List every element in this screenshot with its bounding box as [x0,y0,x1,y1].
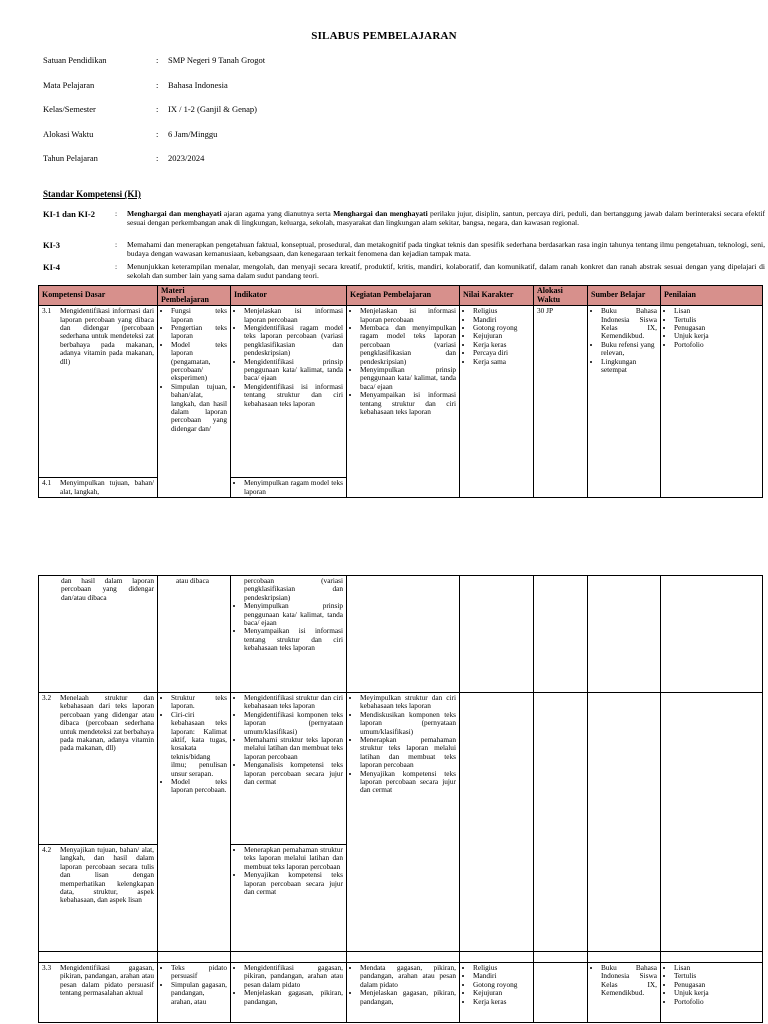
sumber-cell: • Buku Bahasa Indonesia Siswa Kelas IX, Kemendikbud. [588,963,661,1023]
penilaian-cell [661,693,763,952]
nilai-cell: • Religius • Mandiri • Gotong royong • Kejujuran • Kerja keras • Percaya diri • Kerja sama [460,306,534,498]
nilai-cell [460,576,534,693]
table-header-row [39,286,763,306]
document-page-2 [0,575,768,1024]
meta-row: Mata Pelajaran : Bahasa Indonesia [43,79,228,90]
kegiatan-cell: • Meyimpulkan struktur dan ciri kebahasaan teks laporan • Mendiskusikan komponen teks laporan (pernyataan umum/klasifikasi) • Menerapkan pemahaman struktur teks laporan melalui latihan dan membuat teks laporan percobaan • Menyajikan kompetensi teks laporan percobaan secara jujur dan cermat [347,693,460,952]
header-penilaian: Penilaian [661,286,763,306]
kd-cell: 4.2 Menyajikan tujuan, bahan/ alat, langkah, dan hasil dalam laporan percobaan secara tulis dan lisan dengan memperhatikan kelengkapan data, struktur, aspek kebahasaan, dan aspek lisan [39,845,158,952]
penilaian-cell [661,576,763,693]
page-break [0,560,768,575]
meta-label: Mata Pelajaran [43,79,95,90]
kegiatan-cell: • Mendata gagasan, pikiran, pandangan, arahan atau pesan dalam pidato • Menjelaskan gagasan, pikiran, pandangan, [347,963,460,1023]
meta-label: Kelas/Semester [43,104,96,114]
materi-cell: • Teks pidato persuasif • Simpulan gagasan, pandangan, arahan, atau [158,963,231,1023]
indikator-cell: • Menerapkan pemahaman struktur teks laporan melalui latihan dan membuat teks laporan percobaan • Menyajikan kompetensi teks laporan percobaan secara jujur dan cermat [231,845,347,952]
kd-cell: 3.2 Menelaah struktur dan kebahasaan dari teks laporan percobaan yang didengar atau dibaca (percobaan sederhana untuk mendeteksi zat berbahaya pada makanan, adanya vitamin pada makanan, dll) [39,693,158,845]
table-row [39,963,763,1023]
indikator-cell: • Mengidentifikasi gagasan, pikiran, pandangan, arahan atau pesan dalam pidato • Menjelaskan gagasan, pikiran, pandangan, [231,963,347,1023]
kd-cell: 3.1 Mengidentifikasi informasi dari laporan percobaan yang dibaca dan didengar (percobaan sederhana untuk mendeteksi zat berbahaya pada makanan, adanya vitamin pada makanan, dll) [39,306,158,478]
ki-label: KI-1 dan KI-2 [43,209,95,219]
ki-row-1-2: KI-1 dan KI-2 : Menghargai dan menghayati ajaran agama yang dianutnya serta Menghargai dan menghayati perilaku jujur, disiplin, santun, percaya diri, peduli, dan bertanggung jawab dalam berinteraksi secara efektif sesuai dengan perkembangan anak di lingkungan, keluarga, sekolah, masyarakat dan lingkungan alam sekitar, bangsa, negara, dan kawasan regional. [43,209,766,227]
kd-cell: 3.3 Mengidentifikasi gagasan, pikiran, pandangan, arahan atau pesan dalam pidato persuasif tentang permasalahan aktual [39,963,158,1023]
syllabus-table-page-2 [38,575,763,1023]
table-row [39,306,763,478]
materi-cell: • Struktur teks laporan. • Ciri-ciri kebahasaan teks laporan: Kalimat aktif, kata tugas, kosakata teknis/bidang ilmu; penulisan unsur serapan. • Model teks laporan percobaan. [158,693,231,952]
table-row [39,576,763,693]
header-nilai-karakter: Nilai Karakter [460,286,534,306]
kegiatan-cell [347,576,460,693]
header-alokasi-waktu: Alokasi Waktu [534,286,588,306]
meta-label: Satuan Pendidikan [43,55,107,65]
meta-value: IX / 1-2 (Ganjil & Genap) [168,104,257,114]
ki-text: Memahami dan menerapkan pengetahuan faktual, konseptual, prosedural, dan metakognitif pada tingkat teknis dan spesifik sederhana berdasarkan rasa ingin tahunya tentang ilmu pengetahuan, teknologi, seni, budaya dengan wawasan kemanusiaan, kebangsaan, dan kenegaraan terkait fenomena dan kejadian tampak mata. [127,240,765,258]
syllabus-table-page-1 [38,285,763,498]
sumber-cell: • Buku Bahasa Indonesia Siswa Kelas IX, Kemendikbud. • Buku refensi yang relevan, • Lingkungan setempat [588,306,661,498]
alokasi-cell: 30 JP [534,306,588,498]
page-title: SILABUS PEMBELAJARAN [311,30,457,42]
sumber-cell [588,693,661,952]
indikator-cell: percobaan (variasi pengklasifikasian dan pendeskripsian) • Menyimpulkan prinsip penggunaan kata/ kalimat, tanda baca/ ejaan • Menyampaikan isi informasi tentang struktur dan ciri kebahasaan teks laporan [231,576,347,693]
ki-label: KI-3 [43,240,60,250]
separator-row [39,952,763,963]
materi-cell: atau dibaca [158,576,231,693]
indikator-cell: • Menyimpulkan ragam model teks laporan [231,478,347,498]
kd-cell: 4.1 Menyimpulkan tujuan, bahan/ alat, langkah, [39,478,158,498]
materi-cell [158,306,231,498]
header-indikator: Indikator [231,286,347,306]
nilai-cell: • Religius • Mandiri • Gotong royong • Kejujuran • Kerja keras [460,963,534,1023]
identity-block [43,55,543,178]
table-row [39,693,763,845]
standar-kompetensi-heading: Standar Kompetensi (KI) [43,189,141,199]
header-kegiatan: Kegiatan Pembelajaran [347,286,460,306]
meta-value: SMP Negeri 9 Tanah Grogot [168,55,266,65]
meta-row: Kelas/Semester : IX / 1-2 (Ganjil & Genap) [43,104,257,114]
sumber-cell [588,576,661,693]
materi-list: • Fungsi teks laporan • Pengertian teks laporan • Model teks laporan (pengamatan, percobaan/ eksperimen) • Simpulan tujuan, bahan/alat, langkah, dan hasil dalam laporan percobaan yang didengar dan/ [161,307,227,433]
ki-text: Menunjukkan keterampilan menalar, mengolah, dan menyaji secara kreatif, produktif, kritis, mandiri, kolaboratif, dan komunikatif, dalam ranah konkret dan ranah abstrak sesuai dengan yang dipelajari di sekolah dan sumber lain yang sama dalam sudut pandang teori. [127,262,765,280]
nilai-cell [460,693,534,952]
indikator-cell: • Mengidentifikasi struktur dan ciri kebahasaan teks laporan • Mengidentifikasi komponen teks laporan (pernyataan umum/klasifikasi) • Memahami struktur teks laporan melalui latihan dan membuat teks laporan percobaan • Menganalisis kompetensi teks laporan percobaan secara jujur dan cermat [231,693,347,845]
meta-value: Bahasa Indonesia [168,79,228,90]
alokasi-cell [534,576,588,693]
header-materi: Materi Pembelajaran [158,286,231,306]
meta-label: Alokasi Waktu [43,128,94,139]
kd-cell: dan hasil dalam laporan percobaan yang didengar dan/atau dibaca [39,576,158,693]
alokasi-cell [534,963,588,1023]
ki-label: KI-4 [43,262,60,272]
penilaian-cell: • Lisan • Tertulis • Penugasan • Unjuk kerja • Portofolio [661,963,763,1023]
alokasi-cell [534,693,588,952]
kegiatan-cell: • Menjelaskan isi informasi laporan percobaan • Membaca dan menyimpulkan ragam model teks laporan percobaan (variasi pengklasifikasian dan pendeskripsian) • Menyimpulkan prinsip penggunaan kata/ kalimat, tanda baca/ ejaan • Menyampaikan isi informasi tentang struktur dan ciri kebahasaan teks laporan [347,306,460,498]
meta-row: Alokasi Waktu : 6 Jam/Minggu [43,128,218,139]
ki-text: Menghargai dan menghayati ajaran agama yang dianutnya serta Menghargai dan menghayati perilaku jujur, disiplin, santun, percaya diri, peduli, dan bertanggung jawab dalam berinteraksi secara efektif sesuai dengan perkembangan anak di lingkungan, keluarga, sekolah, masyarakat dan lingkungan alam sekitar, bangsa, negara, dan kawasan regional. [127,209,766,227]
header-sumber-belajar: Sumber Belajar [588,286,661,306]
header-kompetensi-dasar: Kompetensi Dasar [39,286,158,306]
ki-row-3: KI-3 : Memahami dan menerapkan pengetahuan faktual, konseptual, prosedural, dan metakognitif pada tingkat teknis dan spesifik sederhana berdasarkan rasa ingin tahunya tentang ilmu pengetahuan, teknologi, seni, budaya dengan wawasan kemanusiaan, kebangsaan, dan kenegaraan terkait fenomena dan kejadian tampak mata. [43,240,765,258]
penilaian-cell: • Lisan • Tertulis • Penugasan • Unjuk kerja • Portofolio [661,306,763,498]
meta-value: 6 Jam/Minggu [168,128,218,139]
meta-row: Tahun Pelajaran : 2023/2024 [43,153,205,163]
indikator-cell: • Menjelaskan isi informasi laporan percobaan • Mengidentifikasi ragam model teks laporan percobaan (variasi pengklasifikasian dan pendeskripsian) • Mengidentifikasi prinsip penggunaan kata/ kalimat, tanda baca/ ejaan • Mengidentifikasi isi informasi tentang struktur dan ciri kebahasaan teks laporan [231,306,347,478]
meta-row: Satuan Pendidikan : SMP Negeri 9 Tanah Grogot [43,55,266,65]
meta-value: 2023/2024 [168,153,205,163]
meta-label: Tahun Pelajaran [43,153,98,163]
ki-row-4: KI-4 : Menunjukkan keterampilan menalar, mengolah, dan menyaji secara kreatif, produktif, kritis, mandiri, kolaboratif, dan komunikatif, dalam ranah konkret dan ranah abstrak sesuai dengan yang dipelajari di sekolah dan sumber lain yang sama dalam sudut pandang teori. [43,262,765,280]
